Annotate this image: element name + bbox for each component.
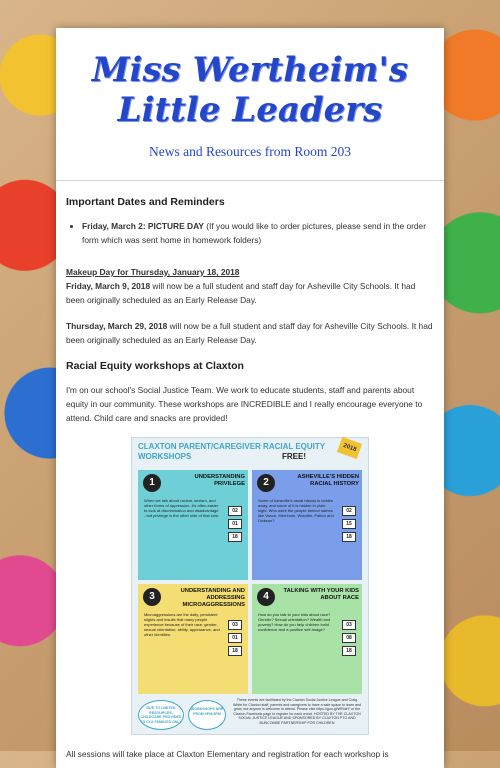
date-year: 18 [342,646,356,656]
makeup-heading: Makeup Day for Thursday, January 18, 2018 [66,267,240,277]
childcare-note: DUE TO LIMITED RESOURCES, CHILDCARE PROVIDED TO CLX FAMILIES ONLY [138,700,184,730]
poster-footer-text: These events are facilitated by the Claxton Social Justice League and Craig White for Claxton staff, parents and caregivers to have a safe space to learn and grow, but anyone is welcome to attend. Please visit https://goo.gl/WRdeY or the Claxton Facebook page to register for each event. HOSTED BY THE CLAXTON SOCIAL JUSTICE LEAGUE AND SPONSORED BY CLAXTON PTO AND BUNCOMBE PARTNERSHIP FOR CHILDREN [233,698,361,725]
picture-day-rest: (If you would like to order pictures, please send in the order form which was sent home in homework folders) [82,221,426,245]
workshop-poster[interactable] [131,437,369,735]
footer-text: All sessions will take place at Claxton Elementary and registration for each workshop is [66,749,389,759]
date-year: 18 [342,532,356,542]
date-year: 18 [228,646,242,656]
workshop-title: UNDERSTANDING PRIVILEGE [194,474,245,487]
workshop-2 [252,470,362,580]
subtitle: News and Resources from Room 203 [148,144,352,159]
equity-body: I'm on our school's Social Justice Team. We work to educate students, staff and parents about equity in our community. These workshops are INCREDIBLE and I really encourage everyone to attend. Child care and snacks are provided! [66,385,423,423]
dates-list [66,219,434,247]
date-day: 01 [228,519,242,529]
workshop-body: How do you talk to your kids about race? Gender? Sexual orientation? Wealth and poverty? How do you help children build confidence and a positive self-image? [258,612,331,632]
content [56,195,444,761]
workshop-dates [228,506,242,545]
workshop-times: WORKSHOPS ARE FROM 6PM-8PM [188,700,226,730]
workshop-number: 3 [143,588,161,606]
poster-title: CLAXTON PARENT/CAREGIVER RACIAL EQUITY WORKSHOPS [138,442,325,461]
workshop-3 [138,584,248,694]
title-line-1: Miss Wertheim's [91,50,409,90]
date-day: 15 [342,519,356,529]
equity-heading: Racial Equity workshops at Claxton [66,360,244,372]
workshop-dates [342,506,356,545]
date-month: 02 [228,506,242,516]
workshop-title: ASHEVILLE'S HIDDEN RACIAL HISTORY [297,474,359,487]
makeup-date-1: Friday, March 9, 2018 [66,281,151,291]
poster-year: 2018 [337,437,363,459]
title-line-2: Little Leaders [117,90,383,130]
workshop-body: When we talk about racism, sexism, and other forms of oppression, it's often easier to look at discrimination and disadvantage - but privilege is the other side of that coin. [144,498,220,518]
date-day: 01 [228,633,242,643]
workshop-title: TALKING WITH YOUR KIDS ABOUT RACE [283,588,359,601]
poster-free: FREE! [282,452,306,461]
makeup-text-2: will now be a full student and staff day for Asheville City Schools. It had been originally scheduled as an Early Release Day. [66,321,433,345]
date-month: 02 [342,506,356,516]
dates-heading: Important Dates and Reminders [66,196,225,208]
date-month: 03 [228,620,242,630]
workshop-title: UNDERSTANDING AND ADDRESSING MICROAGGRESSIONS [180,588,245,608]
newsletter-header [56,28,444,160]
date-month: 03 [342,620,356,630]
workshop-dates [228,620,242,659]
makeup-date-2: Thursday, March 29, 2018 [66,321,168,331]
workshop-1 [138,470,248,580]
makeup-para-1 [66,279,434,307]
newsletter-card [56,28,444,768]
date-day: 08 [342,633,356,643]
header-divider [56,180,444,181]
picture-day-bold: Friday, March 2: PICTURE DAY [82,221,204,231]
list-item [82,219,434,247]
workshop-body: Microaggressions are the daily, persistent slights and insults that many people experience because of their race, gender, sexual orientation, ability, appearance, and other identities. [144,612,220,637]
workshop-dates [342,620,356,659]
workshop-4 [252,584,362,694]
makeup-para-2 [66,319,434,347]
workshop-number: 4 [257,588,275,606]
workshop-body: Some of Asheville's racial history is hidden away, and some of it is hidden in plain sight. Who were the people behind names like Vance, Merrimon, Woodfin, Patton and Dickson? [258,498,334,523]
workshop-number: 1 [143,474,161,492]
workshop-number: 2 [257,474,275,492]
makeup-text-1: will now be a full student and staff day for Asheville City Schools. It had been originally scheduled as an Early Release Day. [66,281,416,305]
date-year: 18 [228,532,242,542]
